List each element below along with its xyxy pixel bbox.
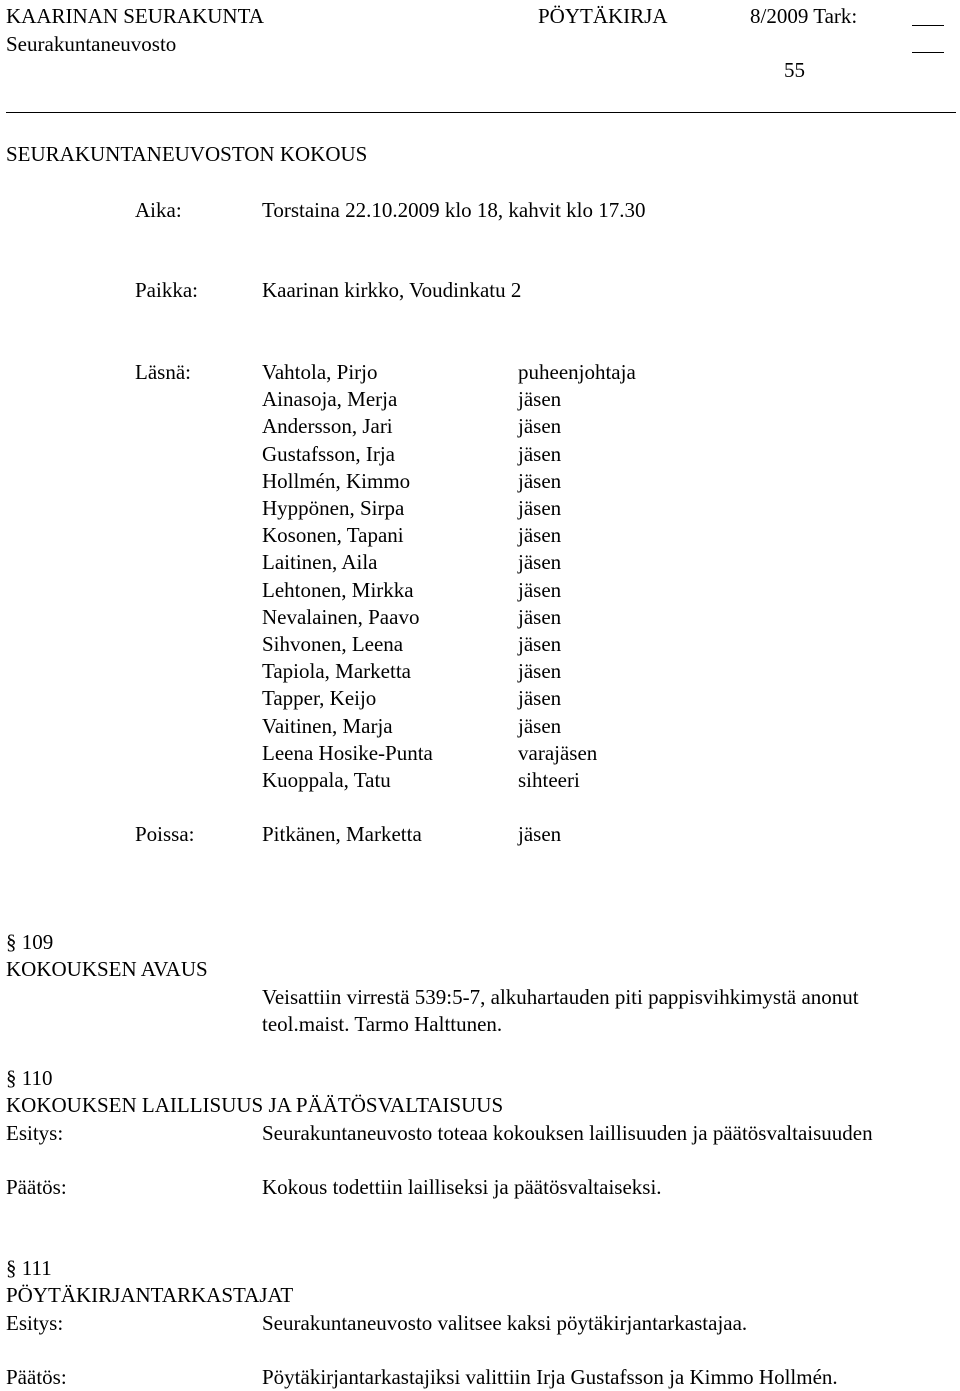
page-number: 55 (784, 58, 805, 82)
section-110-proposal: Seurakuntaneuvosto toteaa kokouksen laillisuuden ja päätösvaltaisuuden (262, 1121, 873, 1145)
section-111-proposal: Seurakuntaneuvosto valitsee kaksi pöytäkirjantarkastajaa. (262, 1311, 748, 1335)
inspection-blank-line (912, 52, 944, 53)
attendee-name: Vaitinen, Marja (262, 713, 393, 738)
header-divider (6, 112, 956, 113)
attendee-role: sihteeri (518, 768, 580, 792)
attendee-role: jäsen (518, 604, 562, 629)
section-110-proposal-label: Esitys: (6, 1121, 64, 1145)
attendee-role: varajäsen (518, 740, 598, 765)
section-109-title: KOKOUKSEN AVAUS (6, 957, 208, 981)
inspection-blank-line (912, 25, 944, 26)
attendee-role: jäsen (518, 441, 562, 466)
attendee-name: Lehtonen, Mirkka (262, 577, 414, 602)
attendee-role: jäsen (518, 496, 562, 520)
attendee-role: jäsen (518, 468, 562, 493)
attendee-name: Sihvonen, Leena (262, 632, 404, 656)
place-value: Kaarinan kirkko, Voudinkatu 2 (262, 278, 522, 302)
attendee-name: Hollmén, Kimmo (262, 468, 411, 493)
absent-label: Poissa: (135, 822, 195, 846)
section-110-decision-label: Päätös: (6, 1175, 67, 1199)
attendee-role: jäsen (518, 387, 562, 412)
attendee-role: jäsen (518, 632, 562, 656)
meeting-title: SEURAKUNTANEUVOSTON KOKOUS (6, 142, 368, 166)
attendee-name: Hyppönen, Sirpa (262, 496, 405, 520)
attendee-name: Kuoppala, Tatu (262, 768, 391, 792)
attendee-name: Tapper, Keijo (262, 686, 377, 711)
organization-subtitle: Seurakuntaneuvosto (6, 32, 177, 56)
section-109-text-line1: Veisattiin virrestä 539:5-7, alkuhartauden piti pappisvihkimystä anonut (262, 985, 859, 1009)
attendee-role: jäsen (518, 550, 562, 575)
absent-role: jäsen (518, 822, 562, 846)
section-110-title: KOKOUKSEN LAILLISUUS JA PÄÄTÖSVALTAISUUS (6, 1093, 504, 1117)
section-109-text-line2: teol.maist. Tarmo Halttunen. (262, 1012, 503, 1036)
place-label: Paikka: (135, 278, 198, 302)
attendee-role: jäsen (518, 713, 562, 738)
time-label: Aika: (135, 198, 182, 222)
attendee-role: puheenjohtaja (518, 360, 636, 384)
attendee-name: Leena Hosike-Punta (262, 740, 433, 765)
attendee-name: Andersson, Jari (262, 414, 393, 439)
attendee-role: jäsen (518, 577, 562, 602)
attendee-name: Ainasoja, Merja (262, 387, 398, 412)
attendee-role: jäsen (518, 659, 562, 684)
section-110-decision: Kokous todettiin lailliseksi ja päätösvaltaiseksi. (262, 1175, 662, 1199)
section-109-number: § 109 (6, 930, 54, 954)
absent-name: Pitkänen, Marketta (262, 822, 422, 846)
section-111-decision: Pöytäkirjantarkastajiksi valittiin Irja Gustafsson ja Kimmo Hollmén. (262, 1365, 838, 1389)
attendee-name: Laitinen, Aila (262, 550, 378, 575)
present-label: Läsnä: (135, 360, 191, 384)
attendee-role: jäsen (518, 523, 562, 548)
organization-name: KAARINAN SEURAKUNTA (6, 4, 264, 28)
time-value: Torstaina 22.10.2009 klo 18, kahvit klo 17.30 (262, 198, 646, 222)
section-110-number: § 110 (6, 1066, 53, 1090)
section-111-proposal-label: Esitys: (6, 1311, 64, 1335)
attendee-role: jäsen (518, 414, 562, 439)
attendee-name: Tapiola, Marketta (262, 659, 411, 684)
attendee-name: Gustafsson, Irja (262, 441, 395, 466)
document-number: 8/2009 Tark: (750, 4, 858, 28)
attendee-role: jäsen (518, 686, 562, 711)
attendee-name: Kosonen, Tapani (262, 523, 404, 548)
section-111-title: PÖYTÄKIRJANTARKASTAJAT (6, 1283, 294, 1307)
attendee-name: Vahtola, Pirjo (262, 360, 378, 384)
attendee-name: Nevalainen, Paavo (262, 604, 420, 629)
section-111-decision-label: Päätös: (6, 1365, 67, 1389)
section-111-number: § 111 (6, 1256, 52, 1280)
document-type: PÖYTÄKIRJA (538, 4, 668, 28)
